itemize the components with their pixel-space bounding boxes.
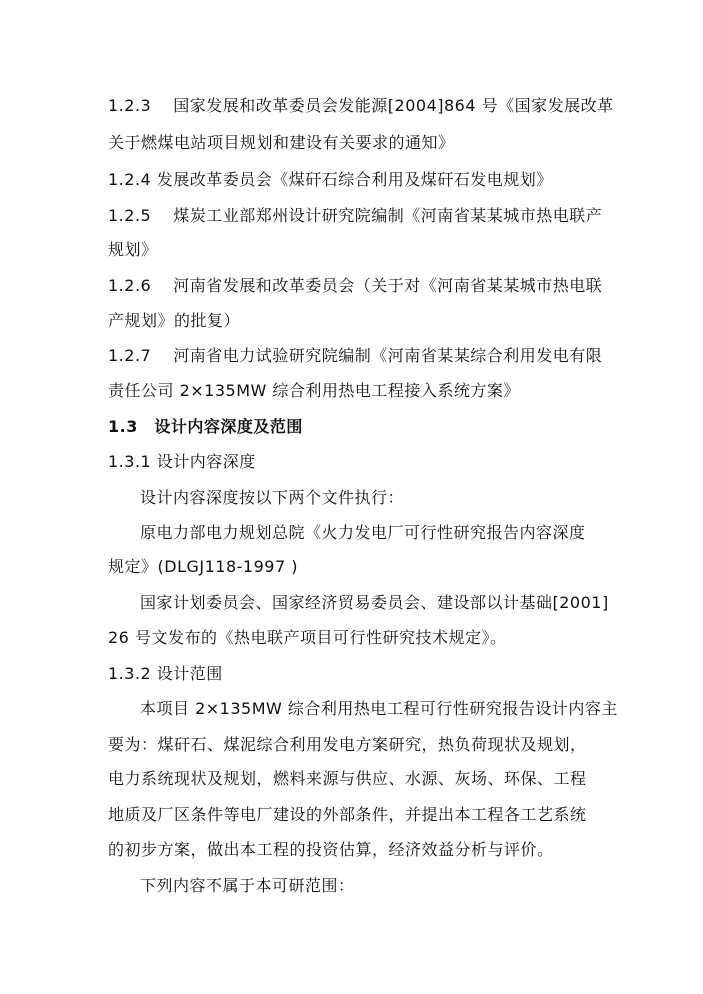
paragraph-line: 的初步方案，做出本工程的投资估算，经济效益分析与评价。 xyxy=(108,840,554,859)
paragraph-line: 规定》(DLGJ118-1997 ) xyxy=(108,557,298,576)
paragraph-line: 下列内容不属于本可研范围： xyxy=(140,876,355,895)
paragraph-line: 本项目 2×135MW 综合利用热电工程可行性研究报告设计内容主 xyxy=(140,699,618,718)
ref-1-2-7-line-2: 责任公司 2×135MW 综合利用热电工程接入系统方案》 xyxy=(108,381,520,400)
section-heading-1-3: 1.3 设计内容深度及范围 xyxy=(108,417,303,436)
ref-1-2-5-line-2: 规划》 xyxy=(108,240,158,259)
ref-1-2-6-line-2: 产规划》的批复） xyxy=(108,311,241,330)
paragraph-line: 电力系统现状及规划，燃料来源与供应、水源、灰场、环保、工程 xyxy=(108,769,587,788)
ref-1-2-4-line-1: 1.2.4 发展改革委员会《煤矸石综合利用及煤矸石发电规划》 xyxy=(108,170,553,189)
ref-1-2-6-line-1: 1.2.6 河南省发展和改革委员会（关于对《河南省某某城市热电联 xyxy=(108,276,603,295)
paragraph-line: 要为：煤矸石、煤泥综合利用发电方案研究，热负荷现状及规划， xyxy=(108,735,587,754)
ref-1-2-3-line-1: 1.2.3 国家发展和改革委员会发能源[2004]864 号《国家发展改革 xyxy=(108,96,614,115)
subsection-heading-1-3-2: 1.3.2 设计范围 xyxy=(108,664,223,683)
paragraph-line: 原电力部电力规划总院《火力发电厂可行性研究报告内容深度 xyxy=(140,523,586,542)
paragraph-line: 国家计划委员会、国家经济贸易委员会、建设部以计基础[2001] xyxy=(140,593,609,612)
ref-1-2-3-line-2: 关于燃煤电站项目规划和建设有关要求的通知》 xyxy=(108,133,455,152)
ref-1-2-5-line-1: 1.2.5 煤炭工业部郑州设计研究院编制《河南省某某城市热电联产 xyxy=(108,206,603,225)
ref-1-2-7-line-1: 1.2.7 河南省电力试验研究院编制《河南省某某综合利用发电有限 xyxy=(108,346,603,365)
paragraph-line: 设计内容深度按以下两个文件执行： xyxy=(140,488,405,507)
paragraph-line: 26 号文发布的《热电联产项目可行性研究技术规定》。 xyxy=(108,628,507,647)
subsection-heading-1-3-1: 1.3.1 设计内容深度 xyxy=(108,452,256,471)
paragraph-line: 地质及厂区条件等电厂建设的外部条件，并提出本工程各工艺系统 xyxy=(108,805,587,824)
